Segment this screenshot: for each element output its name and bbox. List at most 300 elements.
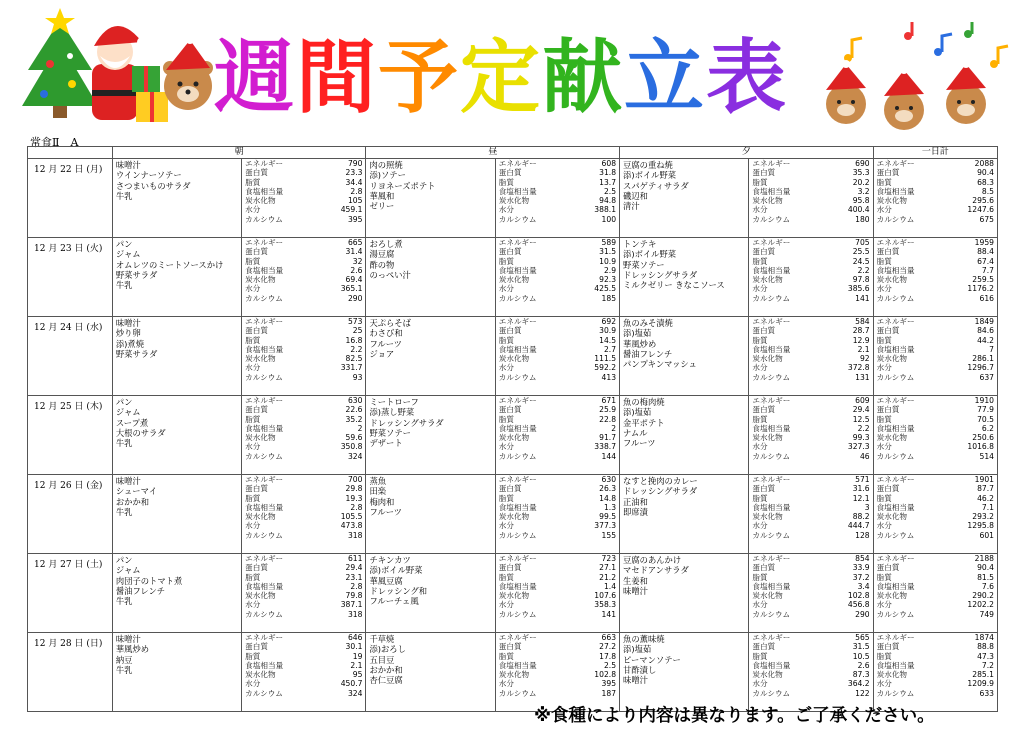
dish-name: 生姜和 <box>623 575 648 586</box>
nutrient-value: 30.9 <box>599 326 617 336</box>
nutrient-label: カルシウム <box>752 214 791 224</box>
dish-name: 納豆 <box>115 654 133 665</box>
dish-name: 添)煮焼 <box>115 338 144 349</box>
nutrient-label: カルシウム <box>498 214 537 224</box>
nutrient-label: エネルギー <box>752 159 791 168</box>
dinner-nutrition-cell <box>749 159 873 238</box>
nutrient-label: エネルギー <box>498 396 537 405</box>
dish-name: デザート <box>369 438 403 449</box>
nutrient-label: 炭水化物 <box>245 433 276 442</box>
dish-name: なすと挽肉のカレー <box>623 476 698 486</box>
nutrient-value: 111.5 <box>594 354 617 363</box>
dish-name: おかか和 <box>369 664 403 675</box>
nutrient-value: 259.5 <box>972 275 994 284</box>
nutrient-label: エネルギー <box>498 317 537 326</box>
nutrient-value: 692 <box>601 317 617 326</box>
dish-name: 添)塩茹 <box>623 407 652 418</box>
nutrient-label: 食塩相当量 <box>876 502 915 512</box>
nutrient-label: 炭水化物 <box>752 433 783 442</box>
nutrient-label: 食塩相当量 <box>876 186 915 196</box>
nutrient-value: 293.2 <box>972 512 994 521</box>
title-char: 表 <box>706 31 788 124</box>
nutrient-label: 蛋白質 <box>752 642 776 652</box>
nutrient-value: 285.1 <box>972 670 994 679</box>
dish-name: スパゲティサラダ <box>623 180 689 191</box>
dish-name: ジャム <box>115 565 141 576</box>
nutrient-value: 2.8 <box>350 581 363 591</box>
lunch-nutrition-cell <box>495 633 619 712</box>
dish-name: 豆腐の重ね焼 <box>623 160 673 170</box>
nutrient-label: 水分 <box>245 205 261 215</box>
dish-name: 甘酢漬し <box>623 664 657 675</box>
nutrient-label: 水分 <box>245 521 261 531</box>
dish-name: ウインナーソテー <box>115 170 182 181</box>
nutrient-value: 456.8 <box>847 600 870 610</box>
nutrient-label: 食塩相当量 <box>245 344 284 354</box>
date-cell: 12 月 25 日 (木) <box>28 396 113 475</box>
dish-name: 添)ボイル野菜 <box>623 249 677 260</box>
dish-name: 野菜サラダ <box>115 348 158 359</box>
dish-name: フルーツ <box>369 506 402 517</box>
nutrient-value: 450.7 <box>340 679 363 689</box>
title-char: 予 <box>378 31 460 124</box>
nutrient-label: 炭水化物 <box>245 591 276 600</box>
nutrient-label: 蛋白質 <box>752 484 776 494</box>
date-cell: 12 月 27 日 (土) <box>28 554 113 633</box>
nutrient-label: カルシウム <box>245 609 283 619</box>
nutrient-label: カルシウム <box>498 688 537 698</box>
footnote: ※食種により内容は異なります。ご了承ください。 <box>534 706 935 726</box>
nutrient-label: 脂質 <box>245 651 261 661</box>
dish-name: パン <box>115 555 133 565</box>
nutrient-value: 290.2 <box>972 591 994 600</box>
dish-name: 蒸魚 <box>369 476 387 486</box>
nutrient-value: 81.5 <box>977 572 994 582</box>
nutrient-value: 122 <box>855 688 870 698</box>
nutrient-value: 23.1 <box>345 572 363 582</box>
nutrient-value: 19 <box>352 651 363 661</box>
nutrient-label: 食塩相当量 <box>498 502 537 512</box>
nutrition-table <box>749 475 872 540</box>
nutrient-value: 290 <box>855 609 870 619</box>
nutrient-label: 水分 <box>498 442 514 452</box>
day-row <box>28 317 998 396</box>
nutrient-value: 630 <box>347 396 363 405</box>
nutrition-table <box>242 554 365 619</box>
nutrient-value: 24.5 <box>852 256 870 266</box>
nutrient-label: 水分 <box>876 284 892 294</box>
dish-name: ジャム <box>115 249 141 260</box>
nutrient-value: 2.8 <box>350 186 363 196</box>
nutrient-label: エネルギー <box>752 396 791 405</box>
nutrient-value: 2088 <box>974 159 994 168</box>
nutrient-label: 脂質 <box>876 177 892 187</box>
nutrient-label: エネルギー <box>498 554 537 563</box>
nutrient-label: 蛋白質 <box>498 168 522 178</box>
dish-name: 魚の梅肉焼 <box>623 397 665 407</box>
dish-name: 味噌汁 <box>115 634 141 644</box>
nutrient-label: カルシウム <box>498 451 537 461</box>
nutrient-label: 蛋白質 <box>876 247 900 257</box>
dish-name: わさび和 <box>369 328 403 339</box>
dish-name: フルーツ <box>369 338 402 349</box>
nutrient-value: 2.2 <box>350 344 363 354</box>
nutrient-label: 炭水化物 <box>498 512 530 521</box>
nutrient-label: 食塩相当量 <box>245 660 284 670</box>
menu-table-body <box>28 159 998 712</box>
dish-name: 清汁 <box>623 201 640 212</box>
nutrient-label: 食塩相当量 <box>245 186 284 196</box>
breakfast-column-header: 朝 <box>112 147 366 159</box>
dish-name: ドレッシングサラダ <box>369 417 444 428</box>
nutrient-value: 102.8 <box>594 670 617 679</box>
nutrient-label: 炭水化物 <box>876 196 908 205</box>
nutrition-table <box>496 633 619 698</box>
nutrient-value: 338.7 <box>594 442 617 452</box>
nutrient-value: 637 <box>979 372 994 382</box>
nutrient-label: 蛋白質 <box>876 405 900 415</box>
nutrient-label: カルシウム <box>245 214 283 224</box>
breakfast-nutrition-cell <box>242 554 366 633</box>
nutrient-value: 12.1 <box>852 493 870 503</box>
nutrient-label: カルシウム <box>245 688 283 698</box>
nutrient-label: エネルギー <box>245 317 284 326</box>
nutrient-label: 炭水化物 <box>498 354 530 363</box>
nutrient-value: 514 <box>979 451 994 461</box>
nutrient-value: 290 <box>347 293 363 303</box>
nutrient-label: 炭水化物 <box>876 591 908 600</box>
lunch-dishes-cell <box>366 554 495 633</box>
dish-name: さつまいものサラダ <box>115 180 191 191</box>
nutrient-value: 29.8 <box>345 484 363 494</box>
nutrient-label: カルシウム <box>498 293 537 303</box>
nutrient-label: 蛋白質 <box>245 168 268 178</box>
daily-total-nutrition-cell <box>873 159 997 238</box>
nutrient-value: 99.5 <box>599 512 617 521</box>
nutrient-label: 脂質 <box>245 493 261 503</box>
nutrient-label: 脂質 <box>876 651 892 661</box>
nutrient-label: 食塩相当量 <box>876 660 915 670</box>
nutrient-value: 68.3 <box>977 177 994 187</box>
dish-name: 魚の薫味焼 <box>623 634 665 644</box>
dinner-dishes-cell <box>620 633 749 712</box>
lunch-nutrition-cell <box>495 554 619 633</box>
nutrient-value: 608 <box>601 159 617 168</box>
nutrient-value: 425.5 <box>594 284 617 294</box>
nutrition-table <box>242 396 365 461</box>
nutrient-value: 84.6 <box>977 326 994 336</box>
lunch-dishes-cell <box>366 475 495 554</box>
nutrient-label: 炭水化物 <box>876 275 908 284</box>
nutrient-label: 蛋白質 <box>498 405 522 415</box>
breakfast-nutrition-cell <box>242 238 366 317</box>
nutrient-value: 7.1 <box>981 502 994 512</box>
date-cell: 12 月 28 日 (日) <box>28 633 113 712</box>
nutrient-label: 食塩相当量 <box>245 423 284 433</box>
nutrient-label: カルシウム <box>245 451 283 461</box>
nutrient-value: 128 <box>855 530 870 540</box>
nutrient-value: 2.6 <box>350 265 363 275</box>
dinner-nutrition-cell <box>749 317 873 396</box>
bear-icon <box>946 60 986 124</box>
dinner-dishes-cell <box>620 159 749 238</box>
breakfast-nutrition-cell <box>242 317 366 396</box>
nutrient-label: 水分 <box>498 600 514 610</box>
nutrient-value: 27.1 <box>599 563 617 573</box>
nutrient-label: カルシウム <box>498 609 537 619</box>
nutrient-value: 377.3 <box>594 521 617 531</box>
daily-total-nutrition-cell <box>873 633 997 712</box>
dish-name: 五目豆 <box>369 654 395 665</box>
nutrient-label: 水分 <box>876 363 892 373</box>
nutrient-label: エネルギー <box>752 554 791 563</box>
nutrient-label: 蛋白質 <box>876 168 900 178</box>
nutrient-value: 20.2 <box>852 177 870 187</box>
menu-type-label: 常食Ⅱ A <box>30 136 79 149</box>
nutrient-label: エネルギー <box>752 317 791 326</box>
nutrient-label: 水分 <box>498 284 514 294</box>
nutrient-value: 13.7 <box>599 177 617 187</box>
nutrient-value: 1.3 <box>603 502 617 512</box>
nutrient-value: 2.8 <box>350 502 363 512</box>
nutrient-label: 炭水化物 <box>752 275 783 284</box>
dish-name: 味噌汁 <box>115 476 141 486</box>
dinner-nutrition-cell <box>749 238 873 317</box>
lunch-nutrition-cell <box>495 475 619 554</box>
nutrient-value: 690 <box>855 159 870 168</box>
nutrition-table <box>242 317 365 382</box>
nutrition-table <box>874 317 997 382</box>
dish-name: 牛乳 <box>115 190 133 201</box>
nutrient-label: カルシウム <box>876 530 915 540</box>
nutrient-value: 131 <box>855 372 870 382</box>
day-row <box>28 396 998 475</box>
breakfast-nutrition-cell <box>242 159 366 238</box>
nutrient-label: 脂質 <box>498 493 514 503</box>
nutrient-label: 脂質 <box>876 256 892 266</box>
title-char: 献 <box>542 31 624 124</box>
nutrient-label: カルシウム <box>498 530 537 540</box>
nutrient-value: 413 <box>601 372 617 382</box>
nutrient-value: 324 <box>347 688 363 698</box>
nutrient-label: 蛋白質 <box>752 405 776 415</box>
nutrient-label: 蛋白質 <box>498 247 522 257</box>
nutrient-label: 水分 <box>498 363 514 373</box>
breakfast-dishes-cell <box>112 554 241 633</box>
nutrient-label: 食塩相当量 <box>245 502 284 512</box>
dish-name: 湯豆腐 <box>369 249 395 260</box>
nutrient-label: 食塩相当量 <box>752 265 791 275</box>
nutrient-value: 90.4 <box>977 563 994 573</box>
nutrient-value: 250.6 <box>972 433 994 442</box>
nutrient-label: 炭水化物 <box>752 196 783 205</box>
nutrient-value: 665 <box>347 238 363 247</box>
nutrient-value: 31.6 <box>852 484 870 494</box>
nutrient-label: 食塩相当量 <box>752 344 791 354</box>
nutrient-label: カルシウム <box>245 530 283 540</box>
daily-total-nutrition-cell <box>873 317 997 396</box>
dish-name: 肉団子のトマト煮 <box>115 575 183 586</box>
nutrient-label: カルシウム <box>752 293 791 303</box>
nutrient-label: エネルギー <box>752 238 791 247</box>
nutrient-label: 水分 <box>245 679 261 689</box>
dish-name: 田楽 <box>369 486 387 497</box>
day-row <box>28 475 998 554</box>
nutrient-value: 31.5 <box>852 642 870 652</box>
nutrition-table <box>749 396 872 461</box>
nutrient-label: 水分 <box>245 363 261 373</box>
nutrient-value: 12.5 <box>852 414 870 424</box>
nutrient-label: カルシウム <box>876 372 915 382</box>
nutrient-value: 35.3 <box>852 168 870 178</box>
nutrient-value: 91.7 <box>599 433 617 442</box>
nutrient-value: 7.2 <box>981 660 994 670</box>
nutrient-value: 94.8 <box>599 196 617 205</box>
lunch-nutrition-cell <box>495 396 619 475</box>
nutrient-label: カルシウム <box>752 530 791 540</box>
nutrient-label: 蛋白質 <box>752 168 776 178</box>
nutrient-value: 331.7 <box>340 363 363 373</box>
dish-name: ドレッシングサラダ <box>623 486 698 497</box>
nutrient-value: 2 <box>357 423 363 433</box>
nutrition-table <box>874 396 997 461</box>
nutrient-value: 7.6 <box>981 581 994 591</box>
nutrient-value: 44.2 <box>977 335 994 345</box>
nutrient-value: 663 <box>601 633 617 642</box>
nutrient-value: 23.3 <box>345 168 363 178</box>
nutrient-value: 29.4 <box>852 405 870 415</box>
nutrient-value: 105.5 <box>340 512 363 521</box>
dinner-dishes-cell <box>620 238 749 317</box>
nutrient-label: 炭水化物 <box>245 354 276 363</box>
nutrient-value: 2.2 <box>857 265 870 275</box>
nutrient-label: カルシウム <box>876 293 915 303</box>
nutrient-value: 12.9 <box>852 335 870 345</box>
nutrient-value: 723 <box>601 554 617 563</box>
nutrient-value: 318 <box>347 530 363 540</box>
nutrient-label: 蛋白質 <box>245 563 268 573</box>
nutrition-table <box>749 238 872 303</box>
daily-total-nutrition-cell <box>873 554 997 633</box>
nutrient-value: 2.1 <box>350 660 363 670</box>
nutrient-label: 脂質 <box>752 493 768 503</box>
nutrient-value: 33.9 <box>852 563 870 573</box>
nutrient-value: 46.2 <box>977 493 994 503</box>
nutrition-table <box>749 554 872 619</box>
nutrition-table <box>242 475 365 540</box>
dish-name: 肉の照焼 <box>369 160 403 170</box>
nutrition-table <box>749 159 872 224</box>
nutrient-value: 46 <box>859 451 870 461</box>
nutrient-value: 100 <box>601 214 617 224</box>
nutrient-value: 1910 <box>974 396 994 405</box>
nutrient-label: 炭水化物 <box>752 354 783 363</box>
lunch-nutrition-cell <box>495 317 619 396</box>
dish-name: ジャム <box>115 407 141 418</box>
nutrient-label: 炭水化物 <box>876 354 908 363</box>
nutrient-label: エネルギー <box>876 554 915 563</box>
nutrient-value: 144 <box>601 451 617 461</box>
nutrient-value: 646 <box>347 633 363 642</box>
nutrient-label: 脂質 <box>876 493 892 503</box>
nutrient-value: 1849 <box>974 317 994 326</box>
breakfast-dishes-cell <box>112 475 241 554</box>
dinner-dishes-cell <box>620 475 749 554</box>
nutrient-label: 炭水化物 <box>245 670 276 679</box>
nutrient-value: 82.5 <box>345 354 363 363</box>
nutrition-table <box>496 554 619 619</box>
nutrient-value: 22.8 <box>599 414 617 424</box>
nutrition-table <box>874 554 997 619</box>
nutrient-label: 食塩相当量 <box>498 265 537 275</box>
nutrient-value: 6.2 <box>981 423 994 433</box>
nutrient-label: 蛋白質 <box>752 563 776 573</box>
dish-name: 磯辺和 <box>623 190 648 201</box>
nutrient-value: 47.3 <box>977 651 994 661</box>
nutrient-label: カルシウム <box>245 372 283 382</box>
nutrient-label: エネルギー <box>876 396 915 405</box>
nutrient-value: 27.2 <box>599 642 617 652</box>
nutrient-label: 水分 <box>876 679 892 689</box>
nutrient-value: 1874 <box>974 633 994 642</box>
nutrition-table <box>496 475 619 540</box>
lunch-dishes-cell <box>366 396 495 475</box>
dish-name: 華風豆腐 <box>369 575 403 586</box>
day-row <box>28 159 998 238</box>
dish-name: 添)塩茹 <box>623 328 652 339</box>
nutrient-value: 324 <box>347 451 363 461</box>
nutrient-value: 25.9 <box>599 405 617 415</box>
nutrient-label: エネルギー <box>498 633 537 642</box>
nutrient-value: 1176.2 <box>967 284 994 294</box>
nutrient-label: エネルギー <box>752 475 791 484</box>
nutrient-label: 炭水化物 <box>876 433 908 442</box>
nutrient-value: 633 <box>979 688 994 698</box>
dish-name: 杏仁豆腐 <box>369 675 403 686</box>
dinner-column-header: 夕 <box>620 147 874 159</box>
nutrient-label: カルシウム <box>876 214 915 224</box>
nutrient-value: 30.1 <box>345 642 363 652</box>
dish-name: チキンカツ <box>369 555 411 565</box>
nutrient-value: 2.5 <box>603 660 617 670</box>
nutrient-label: 炭水化物 <box>498 196 530 205</box>
nutrient-label: エネルギー <box>876 475 915 484</box>
nutrient-label: 水分 <box>752 205 768 215</box>
nutrition-table <box>242 238 365 303</box>
nutrient-value: 584 <box>855 317 870 326</box>
lunch-dishes-cell <box>366 238 495 317</box>
nutrient-value: 141 <box>855 293 870 303</box>
dinner-nutrition-cell <box>749 396 873 475</box>
weekly-menu-table <box>27 146 998 712</box>
nutrient-value: 611 <box>347 554 363 563</box>
nutrient-value: 69.4 <box>345 275 363 284</box>
nutrient-value: 364.2 <box>847 679 870 689</box>
nutrient-label: 脂質 <box>498 335 514 345</box>
breakfast-nutrition-cell <box>242 475 366 554</box>
nutrient-value: 79.8 <box>345 591 363 600</box>
title-char: 週 <box>214 31 296 124</box>
nutrient-label: エネルギー <box>245 159 284 168</box>
nutrient-value: 589 <box>601 238 617 247</box>
nutrient-value: 1202.2 <box>967 600 994 610</box>
dish-name: 正油和 <box>623 496 648 507</box>
nutrient-value: 601 <box>979 530 994 540</box>
nutrient-label: 蛋白質 <box>498 484 522 494</box>
nutrient-value: 3 <box>864 502 870 512</box>
lunch-nutrition-cell <box>495 238 619 317</box>
nutrient-label: 蛋白質 <box>876 326 900 336</box>
